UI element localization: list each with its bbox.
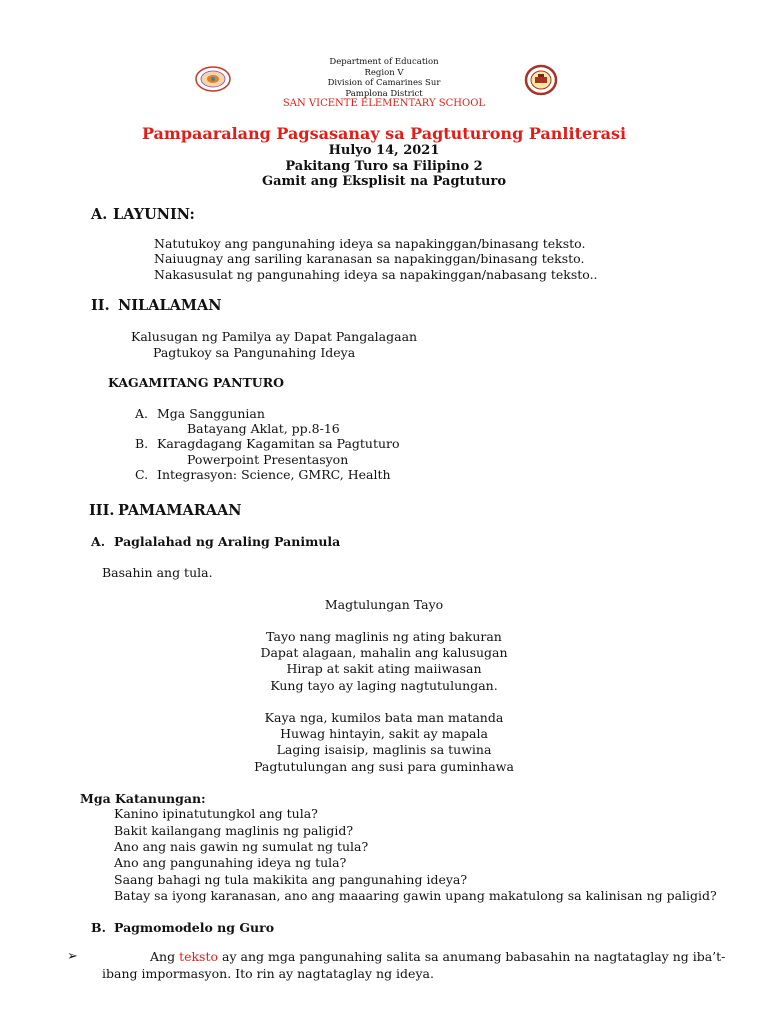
kagamitan-item: Integrasyon: Science, GMRC, Health [157,467,391,482]
arrow-bullet-icon: ➢ [67,949,78,964]
header-department: Department of Education [329,57,439,67]
paragraph-rest: ay ang mga pangunahing salita sa anumang babasahin na nagtataglay ng iba’t- [218,949,726,964]
poem-title: Magtulungan Tayo [324,597,444,612]
kagamitan-heading: KAGAMITANG PANTURO [108,375,284,390]
reading-instruction: Basahin ang tula. [102,565,213,580]
poem-line: Hirap at sakit ating maiiwasan [286,661,482,676]
pagmomodelo-heading: Pagmomodelo ng Guro [114,920,275,935]
question-item: Batay sa iyong karanasan, ano ang maaaring gawin upang makatulong sa kalinisan ng paligid? [114,888,717,903]
katanungan-heading: Mga Katanungan: [80,791,206,806]
nilalaman-number: II. [91,297,110,314]
paragraph-start: Ang [150,949,180,964]
question-item: Ano ang nais gawin ng sumulat ng tula? [114,839,369,854]
header-division: Division of Camarines Sur [327,78,441,88]
page-title: Pampaaralang Pagsasanay sa Pagtuturong Panliterasi [141,124,627,143]
question-item: Bakit kailangang maglinis ng paligid? [114,823,354,838]
kagamitan-letter: A. [135,406,149,421]
pagmomodelo-paragraph-line2: ibang impormasyon. Ito rin ay nagtataglay ng ideya. [102,966,434,981]
title-subtitle: Pakitang Turo sa Filipino 2 [285,159,483,174]
poem-line: Laging isaisip, maglinis sa tuwina [276,742,492,757]
title-date: Hulyo 14, 2021 [328,143,440,158]
question-item: Ano ang pangunahing ideya ng tula? [114,855,347,870]
header-region: Region V [364,67,404,78]
poem-line: Kaya nga, kumilos bata man matanda [264,710,504,725]
pamamaraan-heading: PAMAMARAAN [118,502,242,519]
pagmomodelo-number: B. [91,920,106,935]
pamamaraan-number: III. [89,502,115,519]
layunin-number: A. [91,206,108,223]
poem-line: Huwag hintayin, sakit ay mapala [280,726,488,741]
question-item: Kanino ipinatutungkol ang tula? [114,806,318,821]
kagamitan-item: Karagdagang Kagamitan sa Pagtuturo [157,436,400,451]
header-district: Pamplona District [345,88,423,99]
nilalaman-topic: Kalusugan ng Pamilya ay Dapat Pangalagaan [131,329,418,344]
question-item: Saang bahagi ng tula makikita ang pangunahing ideya? [114,872,468,887]
layunin-item: Natutukoy ang pangunahing ideya sa napakinggan/binasang teksto. [154,236,586,251]
title-method: Gamit ang Eksplisit na Pagtuturo [261,174,506,189]
poem-line: Dapat alagaan, mahalin ang kalusugan [260,645,508,660]
poem-line: Kung tayo ay laging nagtutulungan. [270,678,498,693]
pagmomodelo-paragraph [150,949,725,964]
kagamitan-subitem: Batayang Aklat, pp.8-16 [187,421,340,436]
poem-line: Tayo nang maglinis ng ating bakuran [266,629,502,644]
poem-line: Pagtutulungan ang susi para guminhawa [254,759,514,774]
kagamitan-item: Mga Sanggunian [157,406,265,421]
nilalaman-heading: NILALAMAN [118,297,222,314]
layunin-heading: LAYUNIN: [113,206,195,223]
header-school: SAN VICENTE ELEMENTARY SCHOOL [282,98,486,109]
kagamitan-subitem: Powerpoint Presentasyon [187,452,349,467]
layunin-item: Nakasusulat ng pangunahing ideya sa napakinggan/nabasang teksto.. [154,267,598,282]
kagamitan-letter: C. [135,467,149,482]
nilalaman-subtopic: Pagtukoy sa Pangunahing Ideya [153,345,356,360]
kagamitan-letter: B. [135,436,149,451]
highlight-teksto: teksto [179,949,219,964]
layunin-item: Naiuugnay ang sariling karanasan sa napakinggan/binasang teksto. [154,251,585,266]
pamamaraan-sub-number: A. [91,534,106,549]
pamamaraan-sub-heading: Paglalahad ng Araling Panimula [114,534,341,549]
